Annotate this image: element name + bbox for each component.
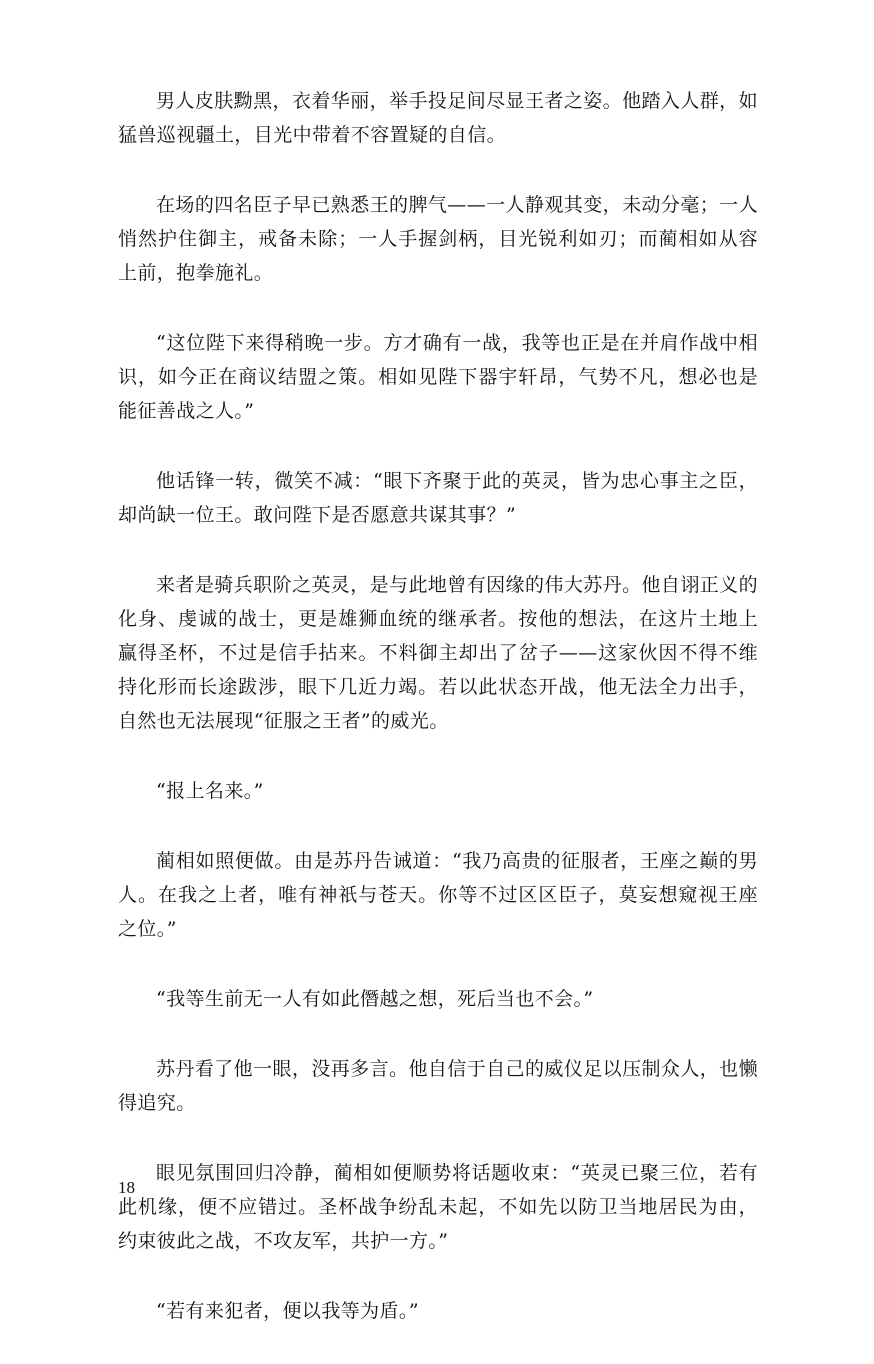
paragraph-2: 在场的四名臣子早已熟悉王的脾气——一人静观其变，未动分毫；一人悄然护住御主，戒备未除；一人手握剑柄，目光锐利如刃；而蔺相如从容上前，抱拳施礼。 [118,194,758,284]
paragraph-4: 他话锋一转，微笑不减：“眼下齐聚于此的英灵，皆为忠心事主之臣，却尚缺一位王。敢问陛下是否愿意共谋其事？” [118,470,758,526]
paragraph-5: 来者是骑兵职阶之英灵，是与此地曾有因缘的伟大苏丹。他自诩正义的化身、虔诚的战士，更是雄狮血统的继承者。按他的想法，在这片土地上赢得圣杯，不过是信手拈来。不料御主却出了岔子——这家伙因不得不维持化形而长途跋涉，眼下几近力竭。若以此状态开战，他无法全力出手，自然也无法展现“征服之王者”的威光。 [118,574,758,732]
paragraph-10: 眼见氛围回归冷静，蔺相如便顺势将话题收束：“英灵已聚三位，若有此机缘，便不应错过。圣杯战争纷乱未起，不如先以防卫当地居民为由，约束彼此之战，不攻友军，共护一方。” [118,1162,758,1252]
body-text [118,84,758,1364]
page-number: 18 [118,1178,135,1197]
paragraph-9: 苏丹看了他一眼，没再多言。他自信于自己的威仪足以压制众人，也懒得追究。 [118,1058,758,1114]
paragraph-1: 男人皮肤黝黑，衣着华丽，举手投足间尽显王者之姿。他踏入人群，如猛兽巡视疆土，目光中带着不容置疑的自信。 [118,90,758,146]
paragraph-7: 蔺相如照便做。由是苏丹告诫道：“我乃高贵的征服者，王座之巅的男人。在我之上者，唯有神祇与苍天。你等不过区区臣子，莫妄想窥视王座之位。” [118,850,758,940]
paragraph-8: “我等生前无一人有如此僭越之想，死后当也不会。” [156,988,594,1010]
paragraph-11: “若有来犯者，便以我等为盾。” [156,1300,419,1322]
paragraph-6: “报上名来。” [156,780,264,802]
paragraph-3: “这位陛下来得稍晚一步。方才确有一战，我等也正是在并肩作战中相识，如今正在商议结盟之策。相如见陛下器宇轩昂，气势不凡，想必也是能征善战之人。” [118,332,758,422]
